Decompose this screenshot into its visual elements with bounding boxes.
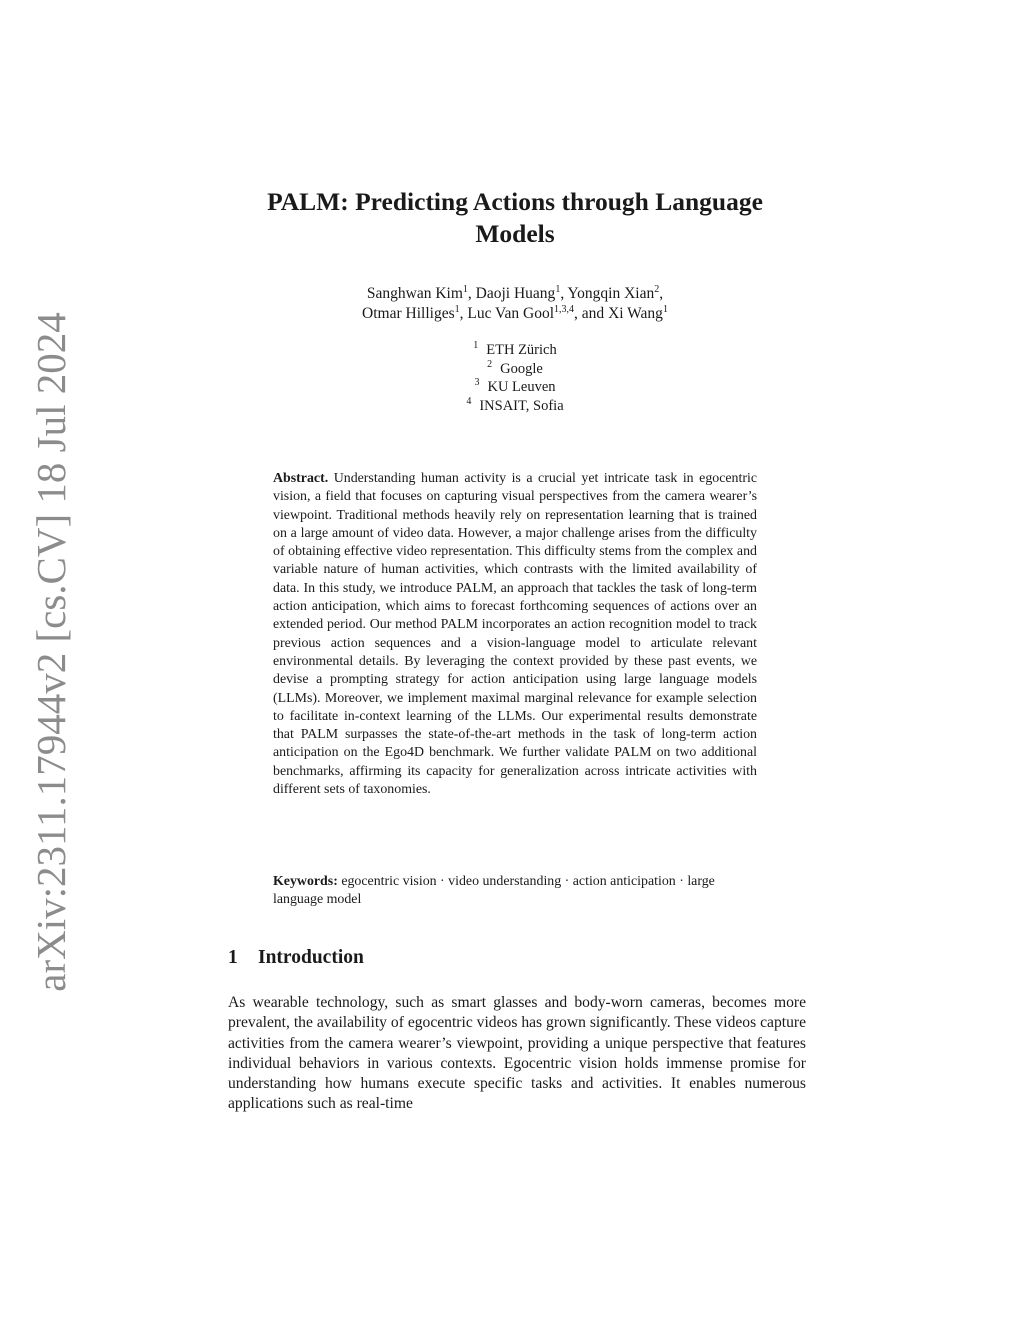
author-affiliation-mark: 1,3,4 bbox=[554, 303, 575, 315]
author-affiliation-mark: 1 bbox=[462, 283, 468, 295]
affiliation-number: 3 bbox=[474, 377, 480, 389]
affiliation-number: 4 bbox=[466, 395, 472, 407]
affiliation-name: Google bbox=[500, 360, 543, 377]
author-affiliation-mark: 1 bbox=[662, 303, 668, 315]
affiliation-name: INSAIT, Sofia bbox=[479, 397, 564, 414]
section-title: Introduction bbox=[258, 947, 364, 968]
affiliation-number: 2 bbox=[487, 358, 493, 370]
keywords-text: egocentric vision · video understanding · action anticipation · large language model bbox=[273, 874, 715, 908]
affiliation-name: ETH Zürich bbox=[486, 342, 557, 358]
author-separator: , and bbox=[574, 305, 609, 322]
affiliation bbox=[230, 378, 800, 397]
author-separator: , bbox=[560, 285, 568, 302]
author-name: Sanghwan Kim bbox=[366, 285, 463, 302]
author-name: Luc Van Gool bbox=[467, 305, 555, 322]
abstract bbox=[273, 470, 757, 799]
paper-title: PALM: Predicting Actions through Language Models bbox=[267, 187, 763, 248]
affiliation-number: 1 bbox=[473, 340, 479, 352]
abstract-text: Understanding human activity is a crucial yet intricate task in egocentric vision, a field that focuses on capturing visual perspectives from the camera wearer’s viewpoint. Traditional methods heavily rely on representation learning that is trained on a large amount of video data. However, a major challenge arises from the difficulty of obtaining effective video representation. This difficulty stems from the complex and variable nature of human activities, which contrasts with the limited availability of data. In this study, we introduce PALM, an approach that tackles the task of long-term action anticipation, which aims to forecast forthcoming sequences of actions over an extended period. Our method PALM incorporates an action recognition model to track previous action sequences and a vision-language model to articulate relevant environmental details. By leveraging the context provided by these past events, we devise a prompting strategy for action anticipation using large language models (LLMs). Moreover, we implement maximal marginal relevance for example selection to facilitate in-context learning of the LLMs. Our experimental results demonstrate that PALM surpasses the state-of-the-art methods in the task of long-term action anticipation on the Ego4D benchmark. We further validate PALM on two additional benchmarks, affirming its capacity for generalization across intricate activities with different sets of taxonomies. bbox=[273, 471, 758, 798]
affiliation-name: KU Leuven bbox=[487, 379, 556, 395]
affiliation-list bbox=[230, 341, 800, 415]
section-number: 1 bbox=[228, 947, 238, 968]
introduction-paragraph: As wearable technology, such as smart glasses and body-worn cameras, becomes more prevalent, the availability of egocentric videos has grown significantly. These videos capture activities from the camera wearer’s viewpoint, providing a unique perspective that features individual behaviors in various contexts. Egocentric vision holds immense promise for understanding how humans execute specific tasks and activities. It enables numerous applications such as real-time bbox=[228, 994, 806, 1113]
keywords bbox=[273, 873, 757, 910]
author-affiliation-mark: 1 bbox=[454, 303, 460, 315]
arxiv-identifier: arXiv:2311.17944v2 [cs.CV] 18 Jul 2024 bbox=[28, 312, 74, 992]
author-name: Xi Wang bbox=[608, 305, 663, 322]
section-heading bbox=[228, 945, 364, 971]
author-affiliation-mark: 2 bbox=[654, 283, 660, 295]
author-name: Yongqin Xian bbox=[567, 285, 655, 302]
author-name: Otmar Hilliges bbox=[362, 305, 455, 322]
author-list bbox=[230, 284, 800, 324]
author-separator: , bbox=[659, 285, 664, 302]
affiliation bbox=[230, 360, 800, 379]
affiliation bbox=[230, 397, 800, 416]
author-affiliation-mark: 1 bbox=[555, 283, 561, 295]
author-separator: , bbox=[459, 305, 468, 322]
keywords-label: Keywords: bbox=[273, 874, 338, 889]
author-name: Daoji Huang bbox=[475, 285, 556, 302]
author-separator: , bbox=[467, 285, 476, 302]
affiliation bbox=[230, 341, 800, 360]
abstract-label: Abstract. bbox=[273, 471, 329, 486]
